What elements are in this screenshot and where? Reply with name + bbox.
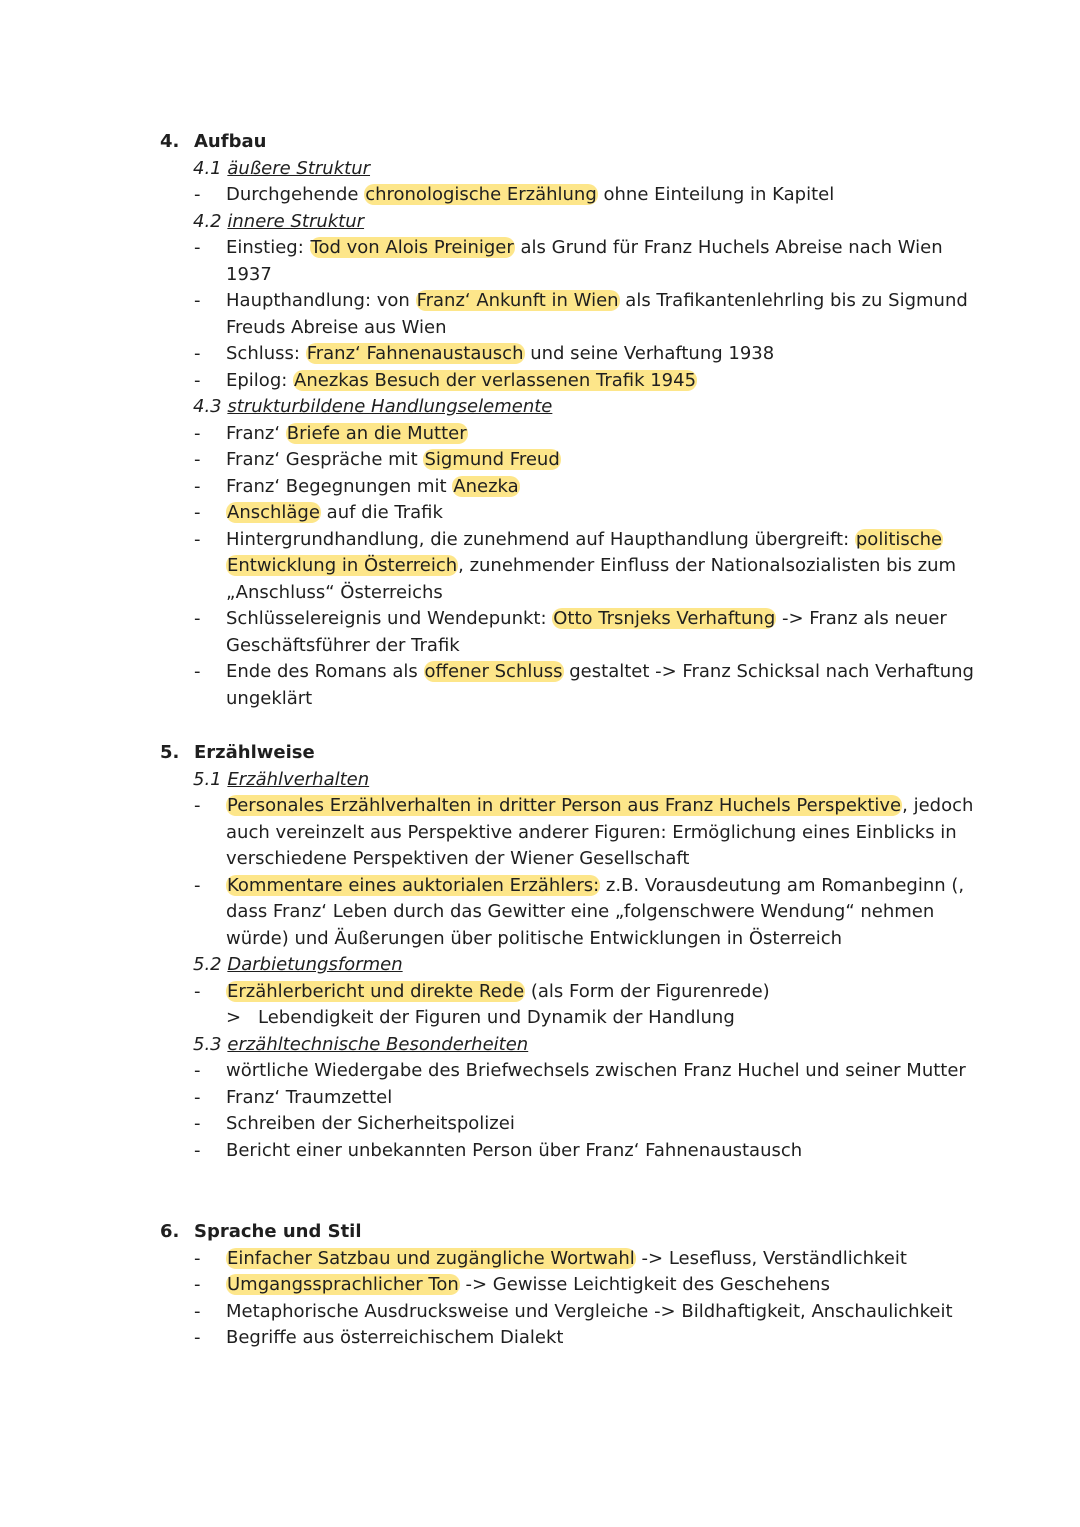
plain-text: -> Lesefluss, Verständlichkeit (635, 1247, 907, 1269)
plain-text: gestaltet -> Franz Schicksal nach Verhaftung ungeklärt (226, 661, 974, 709)
list-item: - Schreiben der Sicherheitspolizei (194, 1113, 515, 1134)
highlighted-text: Franz‘ Fahnenaustausch (306, 343, 524, 364)
list-item: - Einfacher Satzbau und zugängliche Wortwahl -> Lesefluss, Verständlichkeit (194, 1247, 907, 1269)
subsection-number: 4.3 (193, 396, 222, 417)
list-item: - Franz‘ Gespräche mit Sigmund Freud (194, 449, 560, 470)
plain-text: Franz‘ Begegnungen mit (226, 475, 453, 497)
item-text (226, 529, 956, 603)
plain-text: -> Franz als neuer Geschäftsführer der Trafik (226, 608, 947, 656)
plain-text: Bericht einer unbekannten Person über Franz‘ Fahnenaustausch (226, 1139, 803, 1161)
highlighted-text: Otto Trsnjeks Verhaftung (553, 608, 776, 629)
item-text (226, 1060, 966, 1081)
section-heading (160, 1219, 980, 1246)
list-item: - Hintergrundhandlung, die zunehmend auf Haupthandlung übergreift: politische Entwicklung in Österreich, zunehmender Einfluss der Nationalsozialisten bis zum „Anschluss“ Österreichs (194, 528, 957, 603)
plain-text: ohne Einteilung in Kapitel (597, 184, 835, 205)
bullet-list (160, 1058, 980, 1164)
section-number: 5. (160, 742, 180, 763)
list-item: - Umgangssprachlicher Ton -> Gewisse Leichtigkeit des Geschehens (194, 1274, 830, 1295)
plain-text: Durchgehende (226, 184, 365, 205)
section-heading (160, 129, 980, 156)
section-aufbau (160, 129, 980, 712)
section-heading (160, 740, 980, 767)
section-title: Erzählweise (194, 742, 315, 763)
highlighted-text: chronologische Erzählung (365, 184, 597, 205)
list-item: - Anschläge auf die Trafik (194, 502, 443, 523)
plain-text: Schreiben der Sicherheitspolizei (226, 1113, 515, 1134)
plain-text: , jedoch auch vereinzelt aus Perspektive anderer Figuren: Ermöglichung eines Einblicks in verschiedene Perspektiven der Wiener Gesellschaft (226, 795, 974, 869)
highlighted-text: Kommentare eines auktorialen Erzählers: (227, 874, 600, 896)
highlighted-text: offener Schluss (424, 661, 563, 682)
highlighted-text: Sigmund Freud (424, 449, 560, 470)
section-title: Aufbau (194, 131, 267, 152)
section-number: 6. (160, 1221, 180, 1242)
subsection-label: strukturbildene Handlungselemente (227, 396, 553, 417)
plain-text: auf die Trafik (320, 502, 443, 523)
list-item: - Erzählerbericht und direkte Rede (als Form der Figurenrede) > Lebendigkeit der Figuren und Dynamik der Handlung (160, 979, 980, 1032)
plain-text: Epilog: (226, 369, 294, 391)
item-text (226, 1301, 953, 1322)
list-item: - Franz‘ Briefe an die Mutter (194, 422, 467, 444)
sub-point (226, 1005, 980, 1032)
plain-text: Franz‘ Traumzettel (226, 1086, 393, 1108)
bullet-list (160, 979, 980, 1032)
arrow-marker: > (226, 1007, 242, 1028)
bullet-list (160, 235, 980, 394)
subsection-heading (160, 156, 980, 183)
subsection-number: 5.3 (193, 1033, 222, 1055)
list-item: - Personales Erzählverhalten in dritter Person aus Franz Huchels Perspektive, jedoch auch vereinzelt aus Perspektive anderer Figuren: Ermöglichung eines Einblicks in verschiedene Perspektiven der Wiener Gesellschaft (194, 795, 974, 869)
subsection-heading (160, 394, 980, 421)
list-item: - Haupthandlung: von Franz‘ Ankunft in Wien als Trafikantenlehrling bis zu Sigmund Freuds Abreise aus Wien (194, 290, 968, 338)
list-item: - Franz‘ Traumzettel (194, 1086, 393, 1108)
item-text (226, 237, 943, 285)
highlighted-text: Anezkas Besuch der verlassenen Trafik 1945 (294, 369, 697, 391)
bullet-list (160, 421, 980, 713)
section-sprache-und-stil (160, 1219, 980, 1352)
plain-text: und seine Verhaftung 1938 (524, 343, 775, 364)
plain-text: Franz‘ Gespräche mit (226, 449, 424, 470)
subsection-heading (160, 1032, 980, 1059)
list-item: - Kommentare eines auktorialen Erzählers: z.B. Vorausdeutung am Romanbeginn (, dass Franz‘ Leben durch das Gewitter eine „folgenschwere Wendung“ nehmen würde) und Äußerungen über politische Entwicklungen in Österreich (194, 874, 965, 949)
bullet-list (160, 182, 980, 209)
list-item: - Franz‘ Begegnungen mit Anezka (194, 475, 519, 497)
highlighted-text: politische Entwicklung in Österreich (227, 528, 943, 576)
plain-text: Schlüsselereignis und Wendepunkt: (226, 608, 553, 629)
item-text (226, 423, 468, 444)
plain-text: Einstieg: (226, 237, 310, 258)
subsection-number: 5.1 (193, 768, 222, 790)
section-erzaehlweise (160, 740, 980, 1164)
plain-text: wörtliche Wiedergabe des Briefwechsels zwischen Franz Huchel und seiner Mutter (226, 1060, 966, 1081)
subsection-label: Erzählverhalten (227, 768, 370, 790)
plain-text: -> Gewisse Leichtigkeit des Geschehens (459, 1274, 830, 1295)
list-item: - Metaphorische Ausdrucksweise und Vergleiche -> Bildhaftigkeit, Anschaulichkeit (194, 1300, 953, 1322)
list-item: - Epilog: Anezkas Besuch der verlassenen Trafik 1945 (194, 369, 697, 391)
highlighted-text: Tod von Alois Preiniger (310, 237, 514, 258)
list-item: - Bericht einer unbekannten Person über Franz‘ Fahnenaustausch (194, 1139, 803, 1161)
item-text (226, 795, 973, 869)
bullet-list (160, 793, 980, 952)
highlighted-text: Anezka (453, 475, 519, 497)
item-text (226, 608, 947, 656)
plain-text: Begriffe aus österreichischem Dialekt (226, 1327, 564, 1348)
subsection-label: äußere Struktur (227, 157, 371, 179)
subsection-label: Darbietungsformen (227, 954, 403, 975)
highlighted-text: Personales Erzählverhalten in dritter Person aus Franz Huchels Perspektive (227, 795, 902, 816)
highlighted-text: Briefe an die Mutter (286, 422, 467, 444)
item-text (226, 1274, 830, 1295)
bullet-list (160, 1246, 980, 1352)
plain-text: Schluss: (226, 343, 306, 364)
item-text (226, 476, 520, 497)
list-item: - wörtliche Wiedergabe des Briefwechsels zwischen Franz Huchel und seiner Mutter (194, 1060, 966, 1081)
subsection-number: 4.1 (193, 157, 222, 179)
item-text (226, 1327, 563, 1348)
item-text (226, 343, 774, 364)
list-item: - Durchgehende chronologische Erzählung ohne Einteilung in Kapitel (194, 184, 835, 205)
item-text (226, 290, 968, 338)
item-text (226, 1248, 907, 1269)
item-text (226, 370, 697, 391)
plain-text: Ende des Romans als (226, 661, 424, 682)
item-text (226, 1140, 802, 1161)
highlighted-text: Einfacher Satzbau und zugängliche Wortwahl (227, 1247, 635, 1269)
list-item: - Einstieg: Tod von Alois Preiniger als Grund für Franz Huchels Abreise nach Wien 1937 (194, 237, 943, 285)
plain-text: z.B. Vorausdeutung am Romanbeginn (, dass Franz‘ Leben durch das Gewitter eine „folgenschwere Wendung“ nehmen würde) und Äußerungen über politische Entwicklungen in Österreich (226, 874, 965, 949)
list-item: - Ende des Romans als offener Schluss gestaltet -> Franz Schicksal nach Verhaftung ungeklärt (194, 661, 974, 709)
plain-text: als Trafikantenlehrling bis zu Sigmund Freuds Abreise aus Wien (226, 290, 968, 338)
plain-text: , zunehmender Einfluss der Nationalsozialisten bis zum „Anschluss“ Österreichs (226, 555, 957, 603)
plain-text: Metaphorische Ausdrucksweise und Vergleiche -> Bildhaftigkeit, Anschaulichkeit (226, 1300, 953, 1322)
plain-text: Haupthandlung: von (226, 290, 416, 311)
item-text (226, 449, 561, 470)
item-text (226, 184, 834, 205)
highlighted-text: Anschläge (227, 502, 320, 523)
highlighted-text: Umgangssprachlicher Ton (227, 1274, 459, 1295)
list-item: - Begriffe aus österreichischem Dialekt (194, 1327, 564, 1348)
subsection-heading (160, 952, 980, 979)
item-text (226, 875, 964, 949)
plain-text: als Grund für Franz Huchels Abreise nach Wien 1937 (226, 237, 943, 285)
item-text (226, 1087, 392, 1108)
section-title: Sprache und Stil (194, 1221, 362, 1242)
subsection-number: 5.2 (193, 954, 222, 975)
plain-text: (als Form der Figurenrede) (525, 980, 770, 1002)
item-text (226, 502, 443, 523)
sub-point-text: Lebendigkeit der Figuren und Dynamik der Handlung (258, 1007, 735, 1028)
plain-text: Hintergrundhandlung, die zunehmend auf Haupthandlung übergreift: (226, 528, 855, 550)
item-text (226, 981, 770, 1002)
subsection-label: erzähltechnische Besonderheiten (227, 1033, 529, 1055)
section-number: 4. (160, 131, 180, 152)
list-item: - Schlüsselereignis und Wendepunkt: Otto Trsnjeks Verhaftung -> Franz als neuer Geschäftsführer der Trafik (194, 608, 947, 656)
subsection-label: innere Struktur (227, 210, 365, 232)
highlighted-text: Erzählerbericht und direkte Rede (227, 980, 525, 1002)
plain-text: Franz‘ (226, 422, 286, 444)
list-item: - Schluss: Franz‘ Fahnenaustausch und seine Verhaftung 1938 (194, 343, 775, 364)
item-text (226, 1113, 515, 1134)
item-text (226, 661, 974, 709)
subsection-number: 4.2 (193, 210, 222, 232)
highlighted-text: Franz‘ Ankunft in Wien (416, 290, 619, 311)
subsection-heading (160, 209, 980, 236)
subsection-heading (160, 767, 980, 794)
